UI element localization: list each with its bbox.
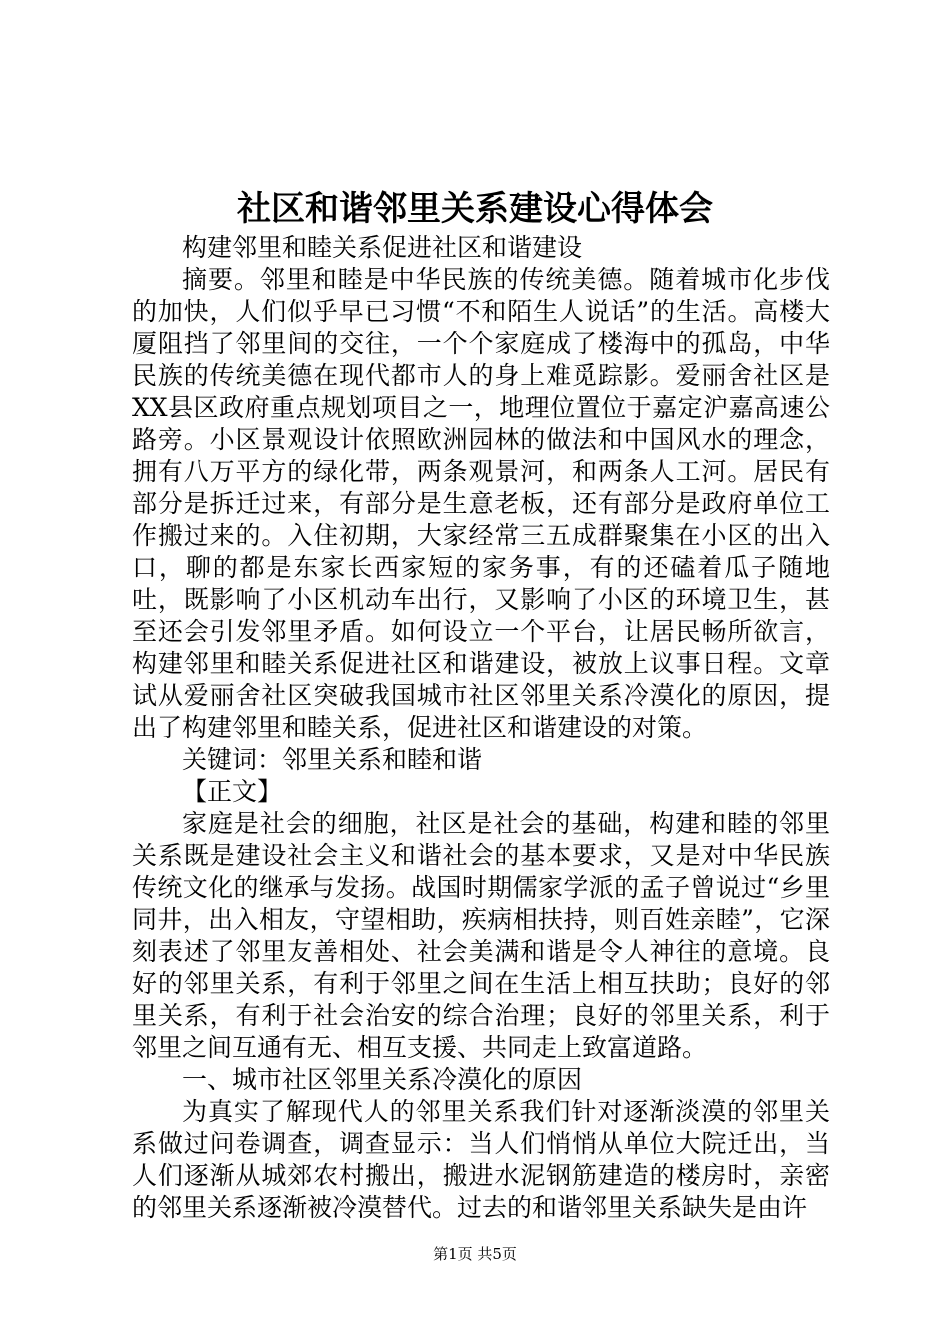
- main-text-heading: 【正文】: [182, 777, 283, 806]
- subtitle-paragraph: 构建邻里和睦关系促进社区和谐建设: [182, 233, 583, 262]
- section-heading: 一、城市社区邻里关系冷漠化的原因: [182, 1065, 583, 1094]
- document-title: 社区和谐邻里关系建设心得体会: [237, 189, 713, 229]
- page-number-footer: 第1页 共5页: [433, 1245, 517, 1263]
- document-body: [132, 232, 830, 1224]
- body-paragraph: 为真实了解现代人的邻里关系我们针对逐渐淡漠的邻里关系做过问卷调查，调查显示：当人们悄悄从单位大院迁出，当人们逐渐从城郊农村搬出，搬进水泥钢筋建造的楼房时，亲密的邻里关系逐渐被冷漠替代。过去的和谐邻里关系缺失是由许: [132, 1097, 830, 1222]
- keywords-paragraph: 关键词：邻里关系和睦和谐: [182, 745, 483, 774]
- abstract-paragraph: 摘要。邻里和睦是中华民族的传统美德。随着城市化步伐的加快，人们似乎早已习惯“不和陌生人说话”的生活。高楼大厦阻挡了邻里间的交往，一个个家庭成了楼海中的孤岛，中华民族的传统美德在现代都市人的身上难觅踪影。爱丽舍社区是XX县区政府重点规划项目之一，地理位置位于嘉定沪嘉高速公路旁。小区景观设计依照欧洲园林的做法和中国风水的理念，拥有八万平方的绿化带，两条观景河，和两条人工河。居民有部分是拆迁过来，有部分是生意老板，还有部分是政府单位工作搬过来的。入住初期，大家经常三五成群聚集在小区的出入口，聊的都是东家长西家短的家务事，有的还磕着瓜子随地吐，既影响了小区机动车出行，又影响了小区的环境卫生，甚至还会引发邻里矛盾。如何设立一个平台，让居民畅所欲言，构建邻里和睦关系促进社区和谐建设，被放上议事日程。文章试从爱丽舍社区突破我国城市社区邻里关系冷漠化的原因，提出了构建邻里和睦关系，促进社区和谐建设的对策。: [132, 265, 830, 742]
- body-paragraph: 家庭是社会的细胞，社区是社会的基础，构建和睦的邻里关系既是建设社会主义和谐社会的基本要求，又是对中华民族传统文化的继承与发扬。战国时期儒家学派的孟子曾说过“乡里同井，出入相友，守望相助，疾病相扶持，则百姓亲睦”，它深刻表述了邻里友善相处、社会美满和谐是令人神往的意境。良好的邻里关系，有利于邻里之间在生活上相互扶助；良好的邻里关系，有利于社会治安的综合治理；良好的邻里关系，利于邻里之间互通有无、相互支援、共同走上致富道路。: [132, 809, 830, 1062]
